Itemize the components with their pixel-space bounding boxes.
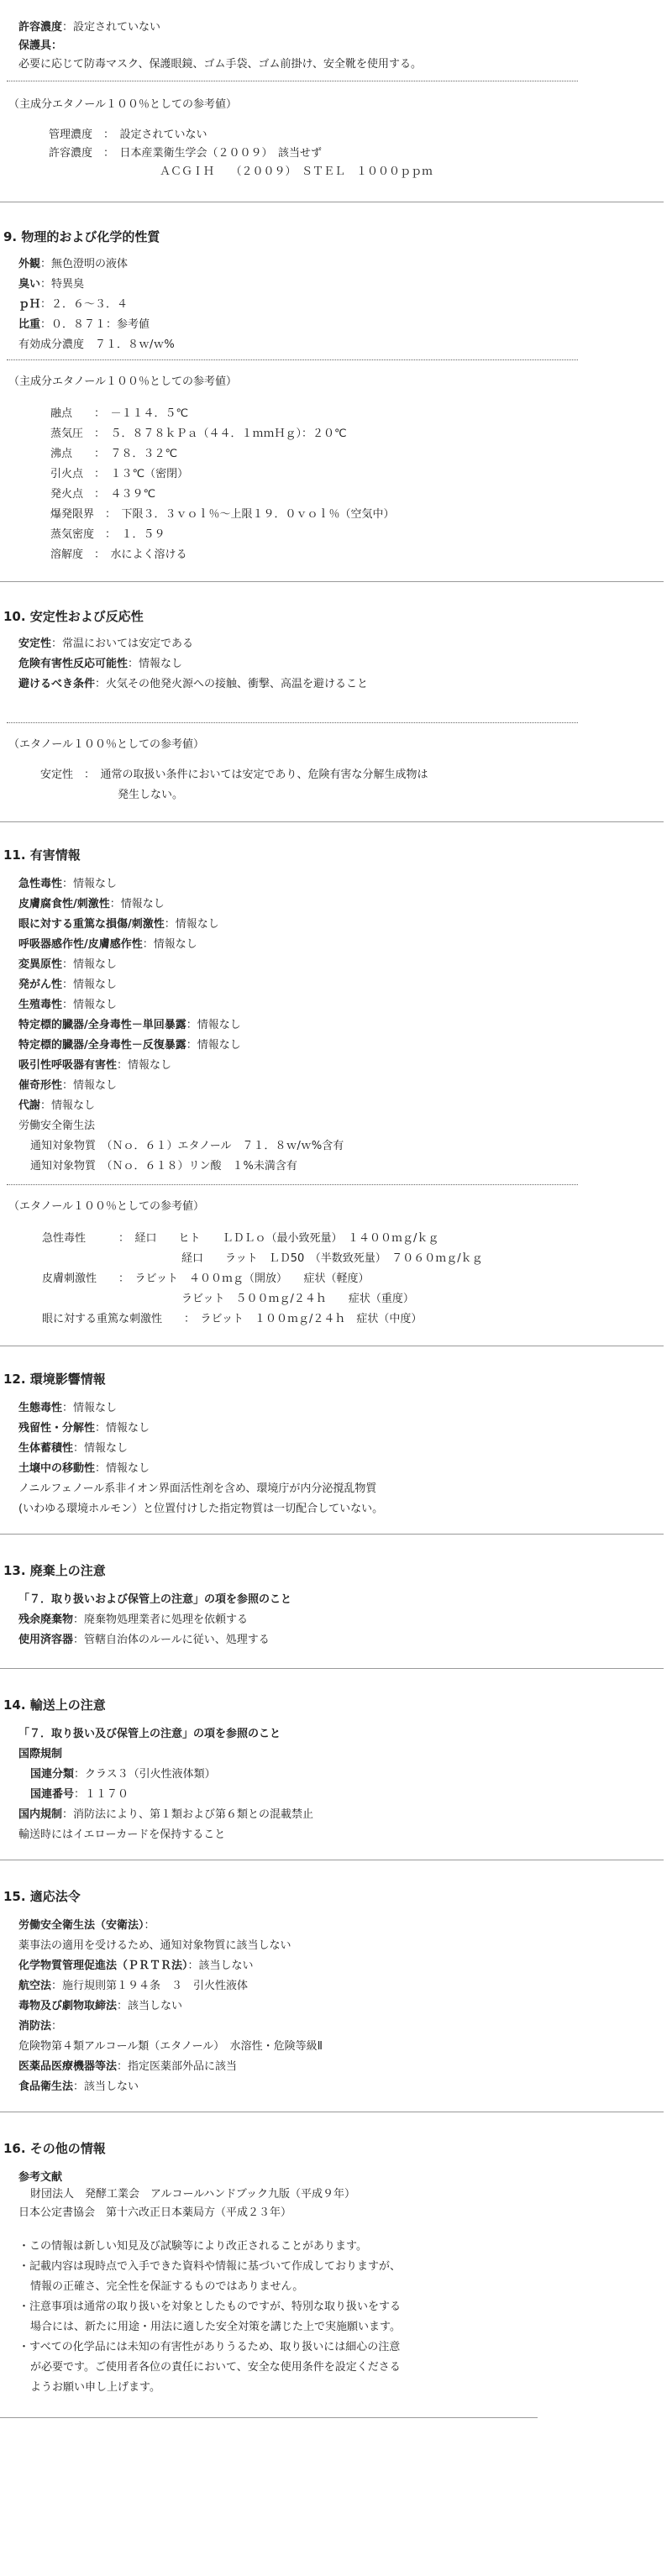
ref-line: 急性毒性 ： 経口 ヒト ＬＤＬｏ（最小致死量） １４００ｍｇ/ｋｇ	[42, 1232, 439, 1245]
field-value: ：情報なし	[186, 1019, 241, 1031]
field-value: ：	[144, 1919, 155, 1932]
field-line	[18, 937, 197, 952]
field-line: 通知対象物質 （Ｎｏ．６１）エタノール ７１．８ｗ/ｗ%含有	[30, 1140, 344, 1152]
property-line: 融点 ： －１１４．５℃	[50, 407, 189, 420]
field-value: ：該当しない	[117, 2000, 183, 2012]
ref-line: ＡＣＧＩＨ （２００９） ＳＴＥＬ １０００ｐｐｍ	[160, 165, 433, 178]
field-label: 危険有害性反応可能性	[18, 658, 129, 670]
reference-line: 財団法人 発酵工業会 アルコールハンドブック九版（平成９年）	[30, 2188, 356, 2201]
field-line	[18, 1038, 241, 1053]
field-label: 臭い	[18, 278, 41, 291]
field-label: 吸引性呼吸器有害性	[18, 1059, 118, 1072]
reference-heading: （主成分エタノール１００％としての参考値）	[8, 98, 237, 111]
field-line	[18, 1727, 281, 1742]
property-line: 蒸気密度 ： １．５９	[50, 528, 165, 541]
ref-line: ラビット ５００ｍｇ/２４ｈ 症状（重度）	[181, 1293, 414, 1305]
field-label: 生態毒性	[18, 1402, 63, 1414]
field-line	[18, 897, 165, 912]
field-value: ：情報なし	[62, 1402, 118, 1414]
ref-line: 安定性 ： 通常の取扱い条件においては安定であり、危険有害な分解生成物は	[40, 769, 428, 781]
field-value: ：情報なし	[95, 1462, 150, 1475]
field-value: ：情報なし	[73, 1442, 129, 1455]
field-value: ：１１７０	[74, 1788, 129, 1801]
property-line: 爆発限界 ： 下限３．３ｖｏｌ％～上限１９．０ｖｏｌ％（空気中）	[50, 508, 395, 521]
section-heading-13: 13. 廃棄上の注意	[3, 1563, 106, 1578]
note-line: ・この情報は新しい知見及び試験等により改正されることがあります。	[18, 2240, 367, 2253]
property-line: 溶解度 ： 水によく溶ける	[50, 548, 187, 561]
field-line	[18, 1959, 254, 1974]
reference-heading: （エタノール１００％としての参考値）	[8, 738, 204, 751]
field-line	[18, 677, 368, 692]
field-label: 使用済容器	[18, 1634, 74, 1646]
field-value: ：消防法により、第１類および第６類との混載禁止	[62, 1808, 314, 1821]
field-value: ：設定されていない	[62, 21, 161, 34]
protective-gear-text: 必要に応じて防毒マスク、保護眼鏡、ゴム手袋、ゴム前掛け、安全靴を使用する。	[18, 58, 422, 71]
field-label: 生殖毒性	[18, 999, 63, 1011]
field-line	[18, 2170, 62, 2185]
section-heading-12: 12. 環境影響情報	[3, 1372, 106, 1387]
protective-gear-line	[18, 39, 62, 54]
property-line: 蒸気圧 ： ５．８７８ｋＰａ（４４．１ｍｍＨｇ）：２０℃	[50, 428, 347, 440]
field-label: 変異原性	[18, 958, 63, 971]
field-line	[18, 1613, 248, 1628]
field-label: 土壌中の移動性	[18, 1462, 96, 1475]
field-line: (いわゆる環境ホルモン）と位置付けした指定物質は一切配合していない。	[18, 1503, 384, 1515]
field-value: ：廃棄物処理業者に処理を依頼する	[73, 1613, 249, 1626]
field-line: 薬事法の適用を受けるため、通知対象物質に該当しない	[18, 1939, 291, 1952]
field-label: 呼吸器感作性/皮膚感作性	[18, 938, 143, 951]
field-line	[18, 1441, 128, 1456]
dotted-divider	[7, 722, 578, 723]
field-label: 食品衛生法	[18, 2080, 74, 2093]
section-divider	[0, 581, 664, 582]
field-value: ：無色澄明の液体	[40, 258, 129, 270]
field-line	[18, 1461, 150, 1477]
field-label: 特定標的臓器/全身毒性－単回暴露	[18, 1019, 186, 1031]
field-label: 残留性・分解性	[18, 1422, 96, 1435]
field-value: ：該当しない	[187, 1960, 254, 1972]
field-label: 医薬品医療機器等法	[18, 2060, 118, 2073]
property-line: 発火点 ： ４３９℃	[50, 488, 156, 501]
field-label: 皮膚腐食性/刺激性	[18, 898, 110, 910]
field-value: ：火気その他発火源への接触、衝撃、高温を避けること	[95, 678, 369, 690]
field-value: ：情報なし	[62, 978, 118, 991]
field-line	[18, 1078, 117, 1094]
ref-line: 管理濃度 ： 設定されていない	[49, 129, 207, 141]
field-line	[18, 978, 117, 993]
ref-line: 許容濃度 ： 日本産業衛生学会（２００９） 該当せず	[49, 147, 323, 160]
field-label: 急性毒性	[18, 878, 63, 890]
field-line	[18, 637, 193, 652]
field-line	[18, 257, 128, 272]
dotted-divider	[7, 359, 578, 360]
field-label: 国連分類	[30, 1768, 75, 1781]
field-line	[18, 1592, 291, 1608]
field-value: ：情報なし	[62, 958, 118, 971]
field-line	[18, 277, 84, 292]
field-value: ：特異臭	[40, 278, 85, 291]
field-value: ：情報なし	[95, 1422, 150, 1435]
ref-line: 眼に対する重篤な刺激性 ： ラビット １００ｍｇ/２４ｈ 症状（中度）	[42, 1313, 423, 1325]
field-label: 国際規制	[18, 1748, 63, 1760]
field-line	[18, 297, 128, 312]
field-label: 許容濃度	[18, 21, 63, 34]
field-line	[18, 2080, 139, 2095]
field-value: ：施行規則第１９４条 ３ 引火性液体	[51, 1980, 249, 1992]
field-line	[18, 1099, 95, 1114]
field-value: ：情報なし	[117, 1059, 172, 1072]
field-label: 国連番号	[30, 1788, 75, 1801]
section-divider	[0, 821, 664, 822]
field-line	[18, 1401, 117, 1416]
field-value: ：情報なし	[142, 938, 197, 951]
field-line	[18, 877, 117, 892]
section-heading-10: 10. 安定性および反応性	[3, 609, 144, 624]
field-value: ：該当しない	[73, 2080, 139, 2093]
reference-heading: （主成分エタノール１００％としての参考値）	[8, 375, 237, 388]
field-line	[18, 1421, 150, 1436]
field-value: ：情報なし	[40, 1099, 96, 1112]
note-line: ようお願い申し上げます。	[30, 2381, 160, 2394]
property-line: 引火点 ： １３℃（密閉）	[50, 468, 189, 480]
field-line	[18, 1918, 155, 1933]
section-heading-14: 14. 輸送上の注意	[3, 1697, 106, 1713]
ref-line: 発生しない。	[118, 789, 184, 801]
field-line: 危険物第４類アルコール類（エタノール） 水溶性・危険等級Ⅱ	[18, 2040, 323, 2053]
field-line: 労働安全衛生法	[18, 1120, 96, 1132]
field-value: ：情報なし	[109, 898, 165, 910]
field-line	[18, 317, 150, 333]
field-value: ：情報なし	[62, 878, 118, 890]
field-line	[18, 657, 182, 672]
field-line	[18, 1018, 241, 1033]
field-label: 特定標的臓器/全身毒性－反復暴露	[18, 1039, 186, 1052]
field-label: 眼に対する重篤な損傷/刺激性	[18, 918, 165, 931]
note-line: が必要です。ご使用者各位の責任において、安全な使用条件を設定くださる	[30, 2361, 401, 2374]
property-line: 沸点 ： ７８．３２℃	[50, 448, 178, 460]
section-heading-15: 15. 適応法令	[3, 1889, 81, 1904]
field-label: 比重	[18, 318, 41, 331]
field-value: ：指定医薬部外品に該当	[117, 2060, 238, 2073]
field-value: ：情報なし	[186, 1039, 241, 1052]
field-label: 生体蓄積性	[18, 1442, 74, 1455]
field-line	[18, 2059, 237, 2075]
note-line: 場合には、新たに用途・用法に適した安全対策を講じた上で実施願います。	[30, 2321, 401, 2333]
field-label: 安定性	[18, 637, 52, 650]
field-value: ：情報なし	[164, 918, 219, 931]
field-label: 毒物及び劇物取締法	[18, 2000, 118, 2012]
field-value: ：	[51, 2020, 63, 2033]
field-line	[18, 957, 117, 973]
field-line	[18, 1747, 62, 1762]
field-value: ：常温においては安定である	[51, 637, 194, 650]
field-line	[18, 1807, 313, 1823]
field-line	[18, 2019, 62, 2034]
field-label: 「７．取り扱い及び保管上の注意」の項を参照のこと	[18, 1728, 281, 1740]
dotted-divider	[7, 1184, 578, 1185]
field-value: ：０．８７１：参考値	[40, 318, 150, 331]
reference-heading: （エタノール１００％としての参考値）	[8, 1200, 204, 1213]
section-divider	[0, 1668, 664, 1669]
field-label: 消防法	[18, 2020, 52, 2033]
field-label: 発がん性	[18, 978, 63, 991]
field-label: 労働安全衛生法（安衛法）	[18, 1919, 144, 1932]
section-heading-11: 11. 有害情報	[3, 847, 81, 863]
field-line	[30, 1787, 129, 1802]
field-label: 参考文献	[18, 2171, 63, 2184]
field-label: 保護具：	[18, 39, 63, 52]
field-label: 「７．取り扱いおよび保管上の注意」の項を参照のこと	[18, 1593, 292, 1606]
field-label: ｐＨ	[18, 298, 41, 311]
exposure-limit-line	[18, 20, 160, 35]
field-line: 輸送時にはイエローカードを保持すること	[18, 1828, 226, 1841]
field-value: ：２．６～３．４	[40, 298, 129, 311]
field-label: 国内規制	[18, 1808, 63, 1821]
field-label: 催奇形性	[18, 1079, 63, 1092]
note-line: 情報の正確さ、完全性を保証するものではありません。	[30, 2280, 304, 2293]
field-label: 化学物質管理促進法（ＰＲＴＲ法）	[18, 1960, 188, 1972]
field-line	[30, 1767, 216, 1782]
note-line: ・記載内容は現時点で入手できた資料や情報に基づいて作成しておりますが、	[18, 2260, 402, 2273]
field-label: 残余廃棄物	[18, 1613, 74, 1626]
field-line	[18, 998, 117, 1013]
field-value: ：情報なし	[62, 999, 118, 1011]
reference-line: 日本公定書協会 第十六改正日本薬局方（平成２３年）	[18, 2206, 292, 2219]
field-value: ：クラス３（引火性液体類）	[74, 1768, 216, 1781]
section-divider	[0, 1534, 664, 1535]
field-label: 航空法	[18, 1980, 52, 1992]
field-line	[18, 1058, 171, 1073]
section-heading-9: 9. 物理的および化学的性質	[3, 229, 160, 244]
field-line: 有効成分濃度 ７１．８ｗ/ｗ%	[18, 338, 175, 351]
field-line	[18, 917, 219, 932]
field-value: ：情報なし	[128, 658, 183, 670]
field-line: ノニルフェノール系非イオン界面活性剤を含め、環境庁が内分泌撹乱物質	[18, 1482, 377, 1495]
field-line	[18, 1633, 270, 1648]
field-label: 避けるべき条件	[18, 678, 96, 690]
field-value: ：情報なし	[62, 1079, 118, 1092]
note-line: ・すべての化学品には未知の有害性がありうるため、取り扱いには細心の注意	[18, 2341, 401, 2353]
note-line: ・注意事項は通常の取り扱いを対象としたものですが、特別な取り扱いをする	[18, 2301, 402, 2313]
section-heading-16: 16. その他の情報	[3, 2141, 106, 2156]
field-label: 外観	[18, 258, 41, 270]
field-line	[18, 1979, 248, 1994]
section-divider	[0, 2417, 538, 2418]
ref-line: 経口 ラット ＬＤ50 （半数致死量） ７０６０ｍｇ/ｋｇ	[181, 1252, 483, 1265]
field-line	[18, 1999, 182, 2014]
field-label: 代謝	[18, 1099, 41, 1112]
field-line: 通知対象物質 （Ｎｏ．６１８）リン酸 １%未満含有	[30, 1160, 297, 1173]
field-value: ：管轄自治体のルールに従い、処理する	[73, 1634, 270, 1646]
ref-line: 皮膚刺激性 ： ラビット ４００ｍｇ（開放） 症状（軽度）	[42, 1272, 370, 1285]
